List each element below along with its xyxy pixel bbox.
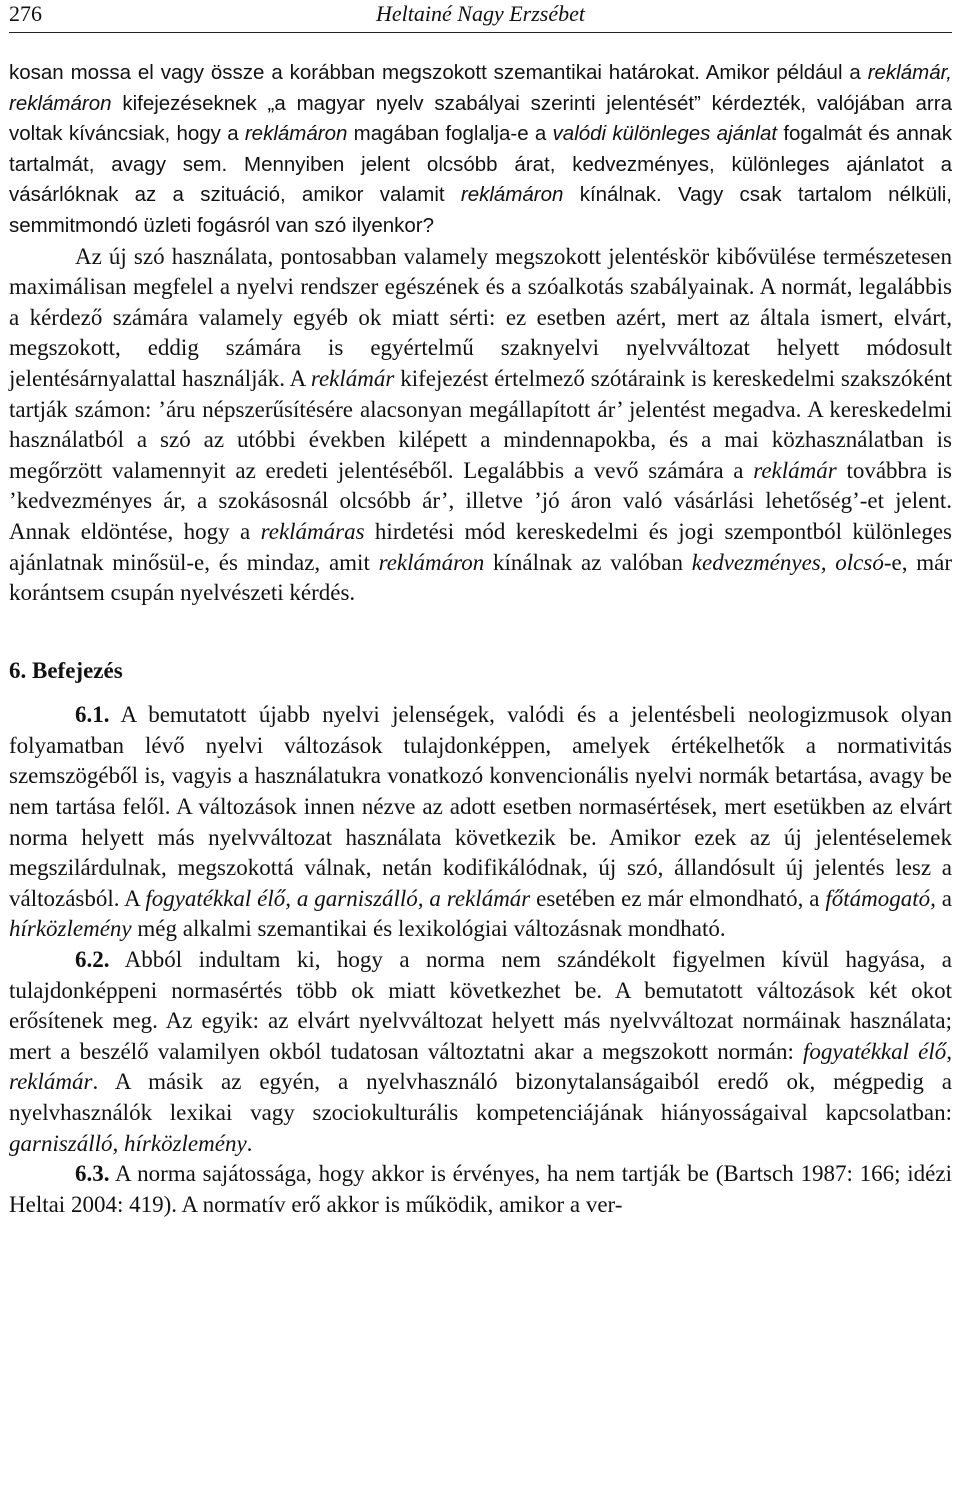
paragraph-6-1: 6.1. A bemutatott újabb nyelvi jelenségek, valódi és a jelentésbeli neologizmusok olyan folyamatban lévő nyelvi változások tulajdonképpen, amelyek értékelhetők a normativitás szemszögéből is, vagyis a használatukra vonatkozó konvencionális nyelvi normák betartása, avagy be nem tartása felől. A változások innen nézve az adott esetben normasértések, mert esetükben az elvárt norma helyett más nyelvváltozat használata következik be. Amikor ezek az új jelentéselemek megszilárdulnak, megszokottá válnak, netán kodifikálódnak, új szó, állandósult új jelentés lesz a változásból. A fogyatékkal élő, a garniszálló, a reklámár esetében ez már elmondható, a főtámogató, a hírközlemény még alkalmi szemantikai és lexikológiai változásnak mondható.	[9, 702, 952, 942]
body-text	[9, 58, 952, 1220]
page	[9, 0, 953, 1217]
page-number: 276	[9, 1, 42, 26]
section-heading: 6. Befejezés	[9, 657, 123, 683]
running-header	[9, 0, 952, 33]
paragraph-6-3: 6.3. A norma sajátossága, hogy akkor is érvényes, ha nem tartják be (Bartsch 1987: 166; idézi Heltai 2004: 419). A normatív erő akkor is működik, amikor a ver-	[9, 1161, 952, 1217]
paragraph-6-2: 6.2. Abból indultam ki, hogy a norma nem szándékolt figyelmen kívül hagyása, a tulajdonképpeni normasértés több ok miatt következhet be. A bemutatott változások két okot erősítenek meg. Az egyik: az elvárt nyelvváltozat helyett más nyelvváltozat normáinak használata; mert a beszélő valamilyen okból tudatosan változtatni akar a megszokott normán: fogyatékkal élő, reklámár. A másik az egyén, a nyelvhasználó bizonytalanságaiból eredő ok, mégpedig a nyelvhasználók lexikai vagy szociokulturális kompetenciájának hiányosságaival kapcsolatban: garniszálló, hírközlemény.	[9, 947, 952, 1156]
paragraph-1: kosan mossa el vagy össze a korábban megszokott szemantikai határokat. Amikor például a reklámár, reklámáron kifejezéseknek „a magyar nyelv szabályai szerinti jelentését” kérdezték, valójában arra voltak kíváncsiak, hogy a reklámáron magában foglalja-e a valódi különleges ajánlat fogalmát és annak tartalmát, avagy sem. Mennyiben jelent olcsóbb árat, kedvezményes, különleges ajánlatot a vásárlóknak az a szituáció, amikor valamit reklámáron kínálnak. Vagy csak tartalom nélküli, semmitmondó üzleti fogásról van szó ilyenkor?	[9, 61, 952, 237]
paragraph-2: Az új szó használata, pontosabban valamely megszokott jelentéskör kibővülése természetesen maximálisan megfelel a nyelvi rendszer egészének és a szóalkotás szabályainak. A normát, legalábbis a kérdező számára valamely egyéb ok miatt sérti: ez esetben azért, mert az általa ismert, elvárt, megszokott, eddig számára is egyértelmű szaknyelvi nyelvváltozat helyett módosult jelentésárnyalattal használják. A reklámár kifejezést értelmező szótáraink is kereskedelmi szakszóként tartják számon: ’áru népszerűsítésére alacsonyan megállapított ár’ jelentést megadva. A kereskedelmi használatból a szó az utóbbi években kilépett a mindennapokba, és a mai közhasználatban is megőrzött valamennyit az eredeti jelentéséből. Legalábbis a vevő számára a reklámár továbbra is ’kedvezményes ár, a szokásosnál olcsóbb ár’, illetve ’jó áron való vásárlási lehetőség’-et jelent. Annak eldöntése, hogy a reklámáras hirdetési mód kereskedelmi és jogi szempontból különleges ajánlatnak minősül-e, és mindaz, amit reklámáron kínálnak az valóban kedvezményes, olcsó-e, már korántsem csupán nyelvészeti kérdés.	[9, 243, 953, 606]
running-title: Heltainé Nagy Erzsébet	[376, 1, 585, 26]
